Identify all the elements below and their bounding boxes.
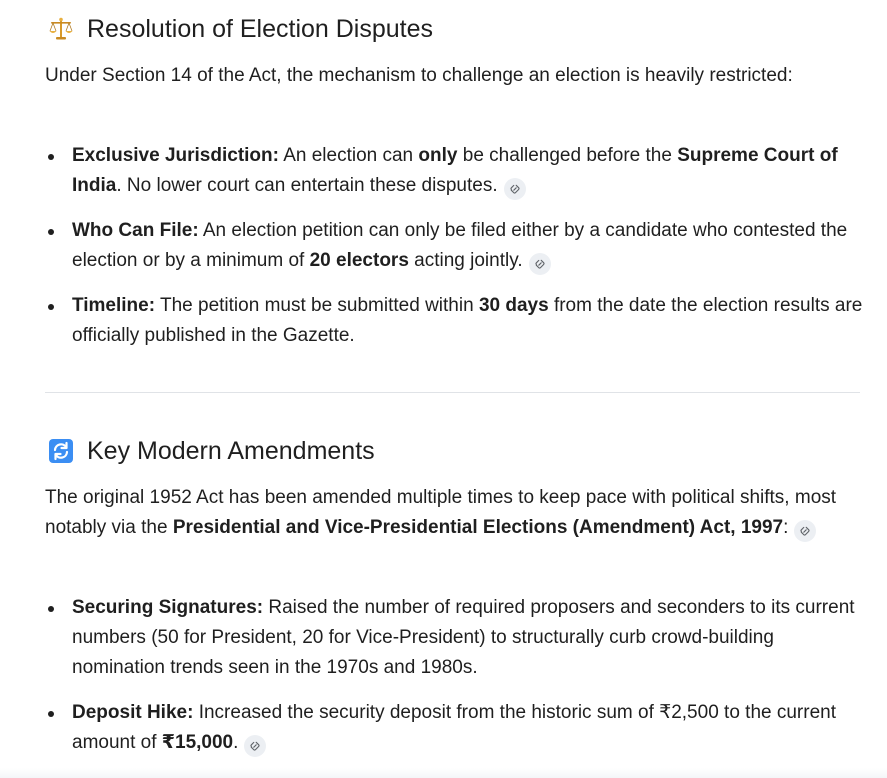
- item-text: The petition must be submitted within: [155, 295, 479, 316]
- item-text: acting jointly.: [408, 250, 523, 271]
- item-emphasis: 30 days: [478, 295, 549, 316]
- section-title-text: Resolution of Election Disputes: [87, 15, 434, 43]
- item-text: from the date the election results are officially published in the Gazette.: [72, 295, 863, 346]
- item-text: .: [233, 732, 239, 753]
- item-emphasis: only: [418, 145, 458, 166]
- list-item: [45, 141, 865, 201]
- item-text: An election petition can only be filed either by a candidate who contested the election or by a minimum of: [72, 220, 848, 271]
- scroll-fade: [0, 768, 887, 778]
- item-label: Deposit Hike:: [72, 702, 194, 723]
- section-intro: [45, 483, 860, 543]
- amendments-list: [45, 593, 865, 773]
- intro-emphasis: Presidential and Vice-Presidential Elections (Amendment) Act, 1997: [172, 517, 784, 538]
- item-text: An election can: [278, 145, 419, 166]
- link-icon: [509, 183, 521, 195]
- link-icon: [249, 740, 261, 752]
- item-text: be challenged before the: [457, 145, 678, 166]
- section-divider: [45, 392, 860, 393]
- source-link-button[interactable]: [529, 253, 551, 275]
- list-item: [45, 593, 865, 683]
- intro-text: The original 1952 Act has been amended multiple times to keep pace with political shifts, most notably via the: [45, 487, 837, 538]
- intro-text: :: [783, 517, 789, 538]
- section-heading-modern-amendments: [45, 436, 375, 466]
- item-emphasis: Supreme Court of India: [72, 145, 838, 196]
- section-heading-election-disputes: [45, 14, 433, 44]
- item-label: Who Can File:: [72, 220, 199, 241]
- list-item: [45, 291, 865, 351]
- balance-scale-icon: [47, 15, 75, 43]
- list-item: [45, 698, 865, 758]
- refresh-arrows-icon: [47, 437, 75, 465]
- source-link-button[interactable]: [794, 520, 816, 542]
- item-label: Securing Signatures:: [72, 597, 264, 618]
- source-link-button[interactable]: [504, 178, 526, 200]
- section-intro: Under Section 14 of the Act, the mechanism to challenge an election is heavily restricted:: [45, 65, 793, 86]
- item-text: . No lower court can entertain these disputes.: [116, 175, 498, 196]
- source-link-button[interactable]: [244, 735, 266, 757]
- item-text: Increased the security deposit from the historic sum of ₹2,500 to the current amount of: [72, 702, 836, 753]
- link-icon: [799, 525, 811, 537]
- dispute-rules-list: [45, 141, 865, 366]
- item-label: Exclusive Jurisdiction:: [72, 145, 279, 166]
- section-title-text: Key Modern Amendments: [87, 437, 375, 465]
- item-text: Raised the number of required proposers and seconders to its current numbers (50 for President, 20 for Vice-President) to structurally curb crowd-building nomination trends seen in the 1970s and 1980s.: [72, 597, 855, 678]
- item-emphasis: 20 electors: [309, 250, 409, 271]
- link-icon: [534, 258, 546, 270]
- list-item: [45, 216, 865, 276]
- item-emphasis: ₹15,000: [161, 732, 234, 753]
- item-label: Timeline:: [72, 295, 156, 316]
